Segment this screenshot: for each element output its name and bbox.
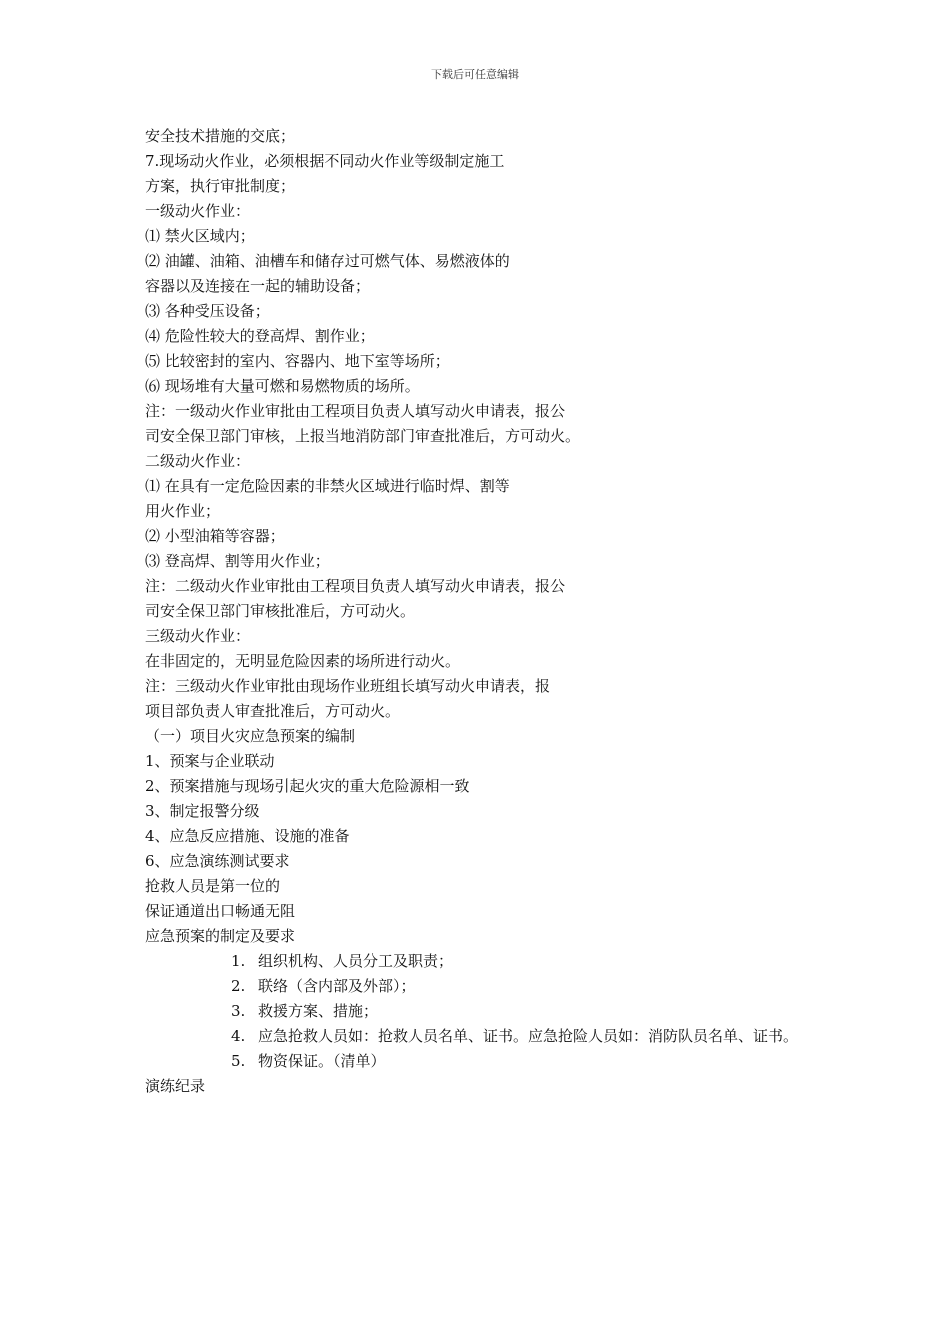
page-header: 下载后可任意编辑 xyxy=(431,68,519,81)
text-line: ⑹ 现场堆有大量可燃和易燃物质的场所。 xyxy=(145,377,420,395)
list-item-number: 1. xyxy=(231,952,246,970)
text-line: 7.现场动火作业，必须根据不同动火作业等级制定施工 xyxy=(145,152,505,170)
text-line: 安全技术措施的交底； xyxy=(145,127,296,145)
text-line: 用火作业； xyxy=(145,502,221,520)
section-heading-fire-plan: （一）项目火灾应急预案的编制 xyxy=(145,727,356,745)
list-item-number: 3. xyxy=(231,1002,246,1020)
text-line: 方案，执行审批制度； xyxy=(145,177,296,195)
text-line: 2、预案措施与现场引起火灾的重大危险源相一致 xyxy=(145,777,470,795)
list-item-number: 2. xyxy=(231,977,246,995)
text-line: ⑵ 油罐、油箱、油槽车和储存过可燃气体、易燃液体的 xyxy=(145,252,510,270)
list-item xyxy=(231,974,825,999)
list-item-number: 4. xyxy=(231,1027,246,1045)
list-item-text: 组织机构、人员分工及职责； xyxy=(258,952,454,970)
note-line: 注：二级动火作业审批由工程项目负责人填写动火申请表，报公 xyxy=(145,577,566,595)
list-item xyxy=(231,949,825,974)
section-heading-level2: 二级动火作业： xyxy=(145,452,251,470)
list-item xyxy=(231,999,825,1024)
text-line: ⑸ 比较密封的室内、容器内、地下室等场所； xyxy=(145,352,450,370)
list-item-text: 联络（含内部及外部）； xyxy=(258,977,416,995)
document-body xyxy=(145,124,825,1099)
numbered-list xyxy=(145,949,825,1074)
text-line: 1、预案与企业联动 xyxy=(145,752,275,770)
text-line: ⑶ 登高焊、割等用火作业； xyxy=(145,552,330,570)
text-line: ⑶ 各种受压设备； xyxy=(145,302,270,320)
list-item-number: 5. xyxy=(231,1052,246,1070)
list-item xyxy=(231,1049,825,1074)
text-line: 抢救人员是第一位的 xyxy=(145,877,281,895)
note-line: 项目部负责人审查批准后，方可动火。 xyxy=(145,702,401,720)
text-line: 3、制定报警分级 xyxy=(145,802,260,820)
text-line: 保证通道出口畅通无阻 xyxy=(145,902,296,920)
text-line: ⑵ 小型油箱等容器； xyxy=(145,527,285,545)
text-line: 4、应急反应措施、设施的准备 xyxy=(145,827,350,845)
text-line: 6、应急演练测试要求 xyxy=(145,852,290,870)
note-line: 注：一级动火作业审批由工程项目负责人填写动火申请表，报公 xyxy=(145,402,566,420)
note-line: 司安全保卫部门审核，上报当地消防部门审查批准后，方可动火。 xyxy=(145,427,581,445)
text-line: ⑴ 在具有一定危险因素的非禁火区域进行临时焊、割等 xyxy=(145,477,510,495)
text-line: ⑴ 禁火区域内； xyxy=(145,227,255,245)
note-line: 注：三级动火作业审批由现场作业班组长填写动火申请表，报 xyxy=(145,677,551,695)
text-line-drill-record: 演练纪录 xyxy=(145,1077,206,1095)
section-heading-level1: 一级动火作业： xyxy=(145,202,251,220)
text-line: 应急预案的制定及要求 xyxy=(145,927,296,945)
list-item-text: 物资保证。（清单） xyxy=(258,1052,386,1070)
note-line: 司安全保卫部门审核批准后，方可动火。 xyxy=(145,602,416,620)
text-line: 容器以及连接在一起的辅助设备； xyxy=(145,277,371,295)
list-item-text: 应急抢救人员如：抢救人员名单、证书。应急抢险人员如：消防队员名单、证书。 xyxy=(258,1027,799,1045)
text-line: 在非固定的，无明显危险因素的场所进行动火。 xyxy=(145,652,461,670)
list-item-text: 救援方案、措施； xyxy=(258,1002,379,1020)
section-heading-level3: 三级动火作业： xyxy=(145,627,251,645)
text-line: ⑷ 危险性较大的登高焊、割作业； xyxy=(145,327,375,345)
list-item xyxy=(231,1024,825,1049)
